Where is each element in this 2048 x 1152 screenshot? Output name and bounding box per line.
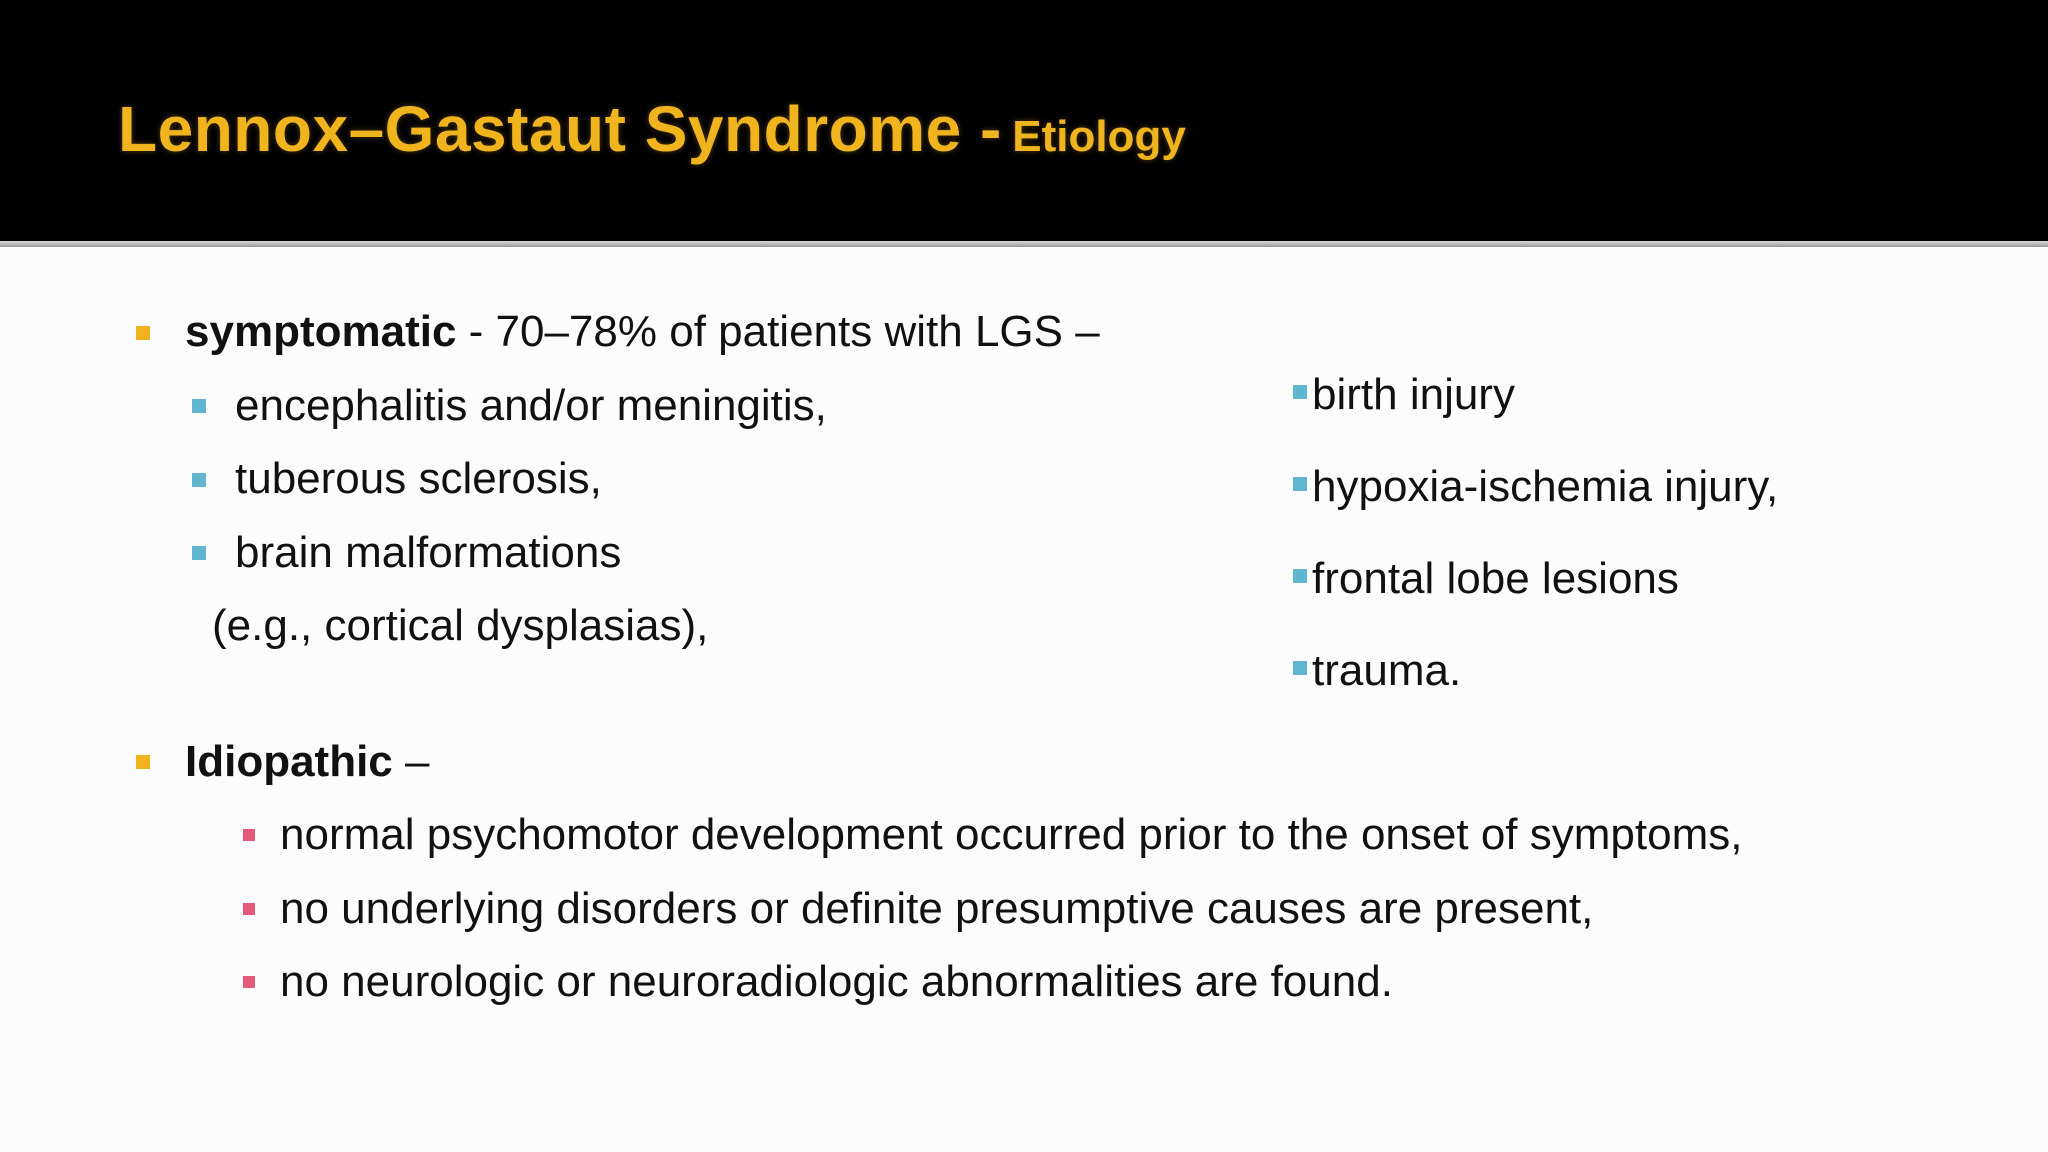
bullet-icon: [192, 473, 206, 487]
symptomatic-item: encephalitis and/or meningitis,: [235, 381, 827, 430]
idiopathic-item: no underlying disorders or definite presumptive causes are present,: [280, 884, 1594, 933]
idiopathic-desc: –: [392, 737, 430, 786]
bullet-icon: [243, 976, 255, 988]
slide-title: [118, 92, 1186, 166]
symptomatic-continuation: (e.g., cortical dysplasias),: [212, 601, 709, 650]
right-item: hypoxia-ischemia injury,: [1312, 462, 1779, 511]
bullet-icon: [1293, 569, 1307, 583]
symptomatic-item: brain malformations: [235, 528, 622, 577]
idiopathic-item: no neurologic or neuroradiologic abnormalities are found.: [280, 957, 1393, 1006]
idiopathic-line: [185, 737, 430, 786]
right-item: birth injury: [1312, 370, 1515, 419]
idiopathic-item: normal psychomotor development occurred prior to the onset of symptoms,: [280, 810, 1743, 859]
bullet-icon: [136, 755, 150, 769]
idiopathic-heading: Idiopathic: [185, 737, 393, 786]
bullet-icon: [243, 829, 255, 841]
right-item: trauma.: [1312, 646, 1462, 695]
bullet-icon: [192, 546, 206, 560]
bullet-icon: [136, 326, 150, 340]
bullet-icon: [1293, 661, 1307, 675]
symptomatic-line: [185, 307, 1100, 356]
bullet-icon: [243, 903, 255, 915]
bullet-icon: [1293, 477, 1307, 491]
title-sub: Etiology: [1012, 112, 1186, 161]
title-main: Lennox–Gastaut Syndrome -: [118, 93, 1002, 165]
bullet-icon: [192, 399, 206, 413]
right-item: frontal lobe lesions: [1312, 554, 1679, 603]
symptomatic-desc: - 70–78% of patients with LGS –: [456, 307, 1100, 356]
bullet-icon: [1293, 385, 1307, 399]
symptomatic-heading: symptomatic: [185, 307, 457, 356]
title-divider: [0, 241, 2048, 247]
symptomatic-item: tuberous sclerosis,: [235, 454, 602, 503]
